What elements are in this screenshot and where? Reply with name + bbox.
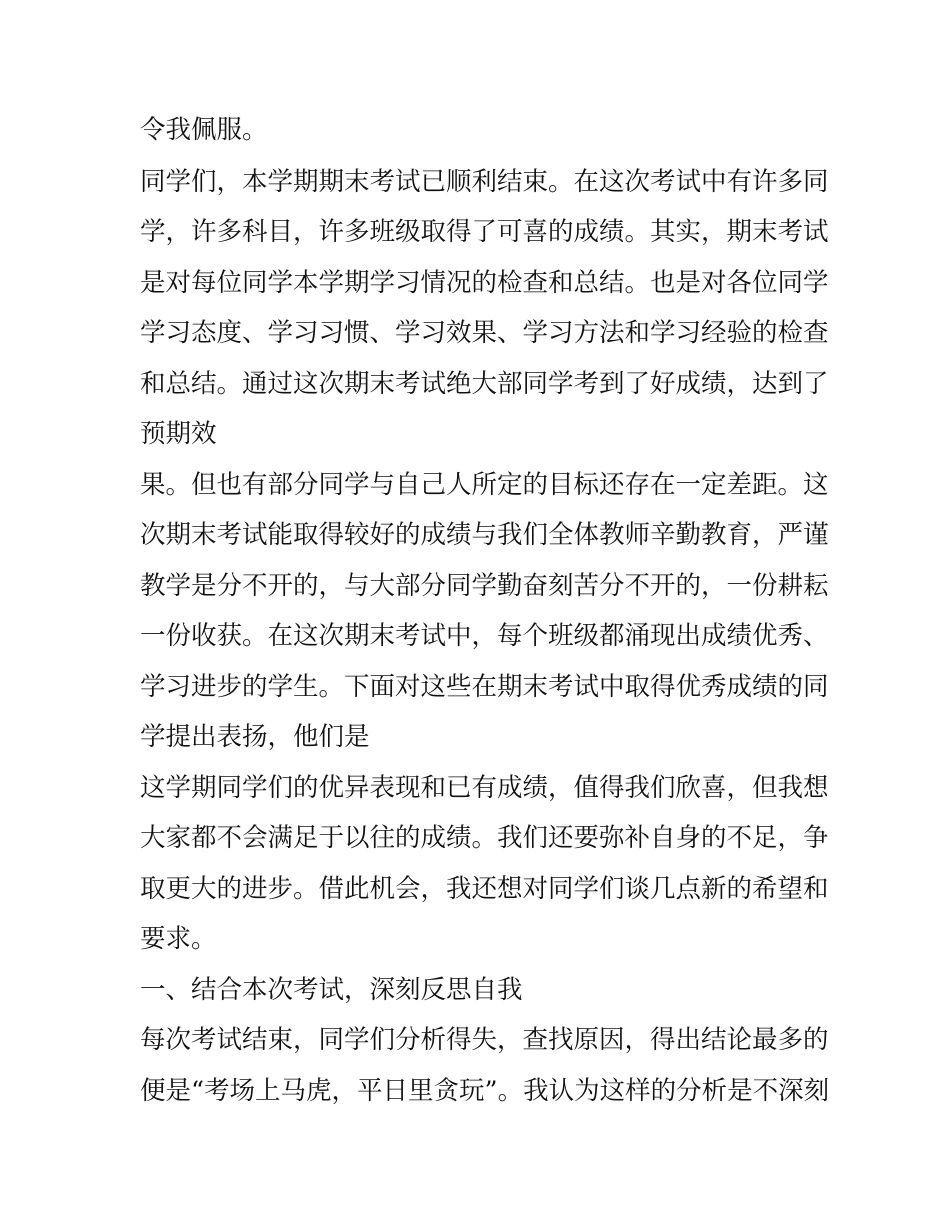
text-line: 预期效 <box>140 419 217 449</box>
text-line: 学，许多科目，许多班级取得了可喜的成绩。其实，期末考试 <box>140 217 829 247</box>
text-line: 大家都不会满足于以往的成绩。我们还要弥补自身的不足，争 <box>140 823 829 853</box>
text-line: 学习态度、学习习惯、学习效果、学习方法和学习经验的检查 <box>140 318 829 348</box>
text-line: 学提出表扬，他们是 <box>140 722 370 752</box>
text-line: 这学期同学们的优异表现和已有成绩，值得我们欣喜，但我想 <box>140 773 829 803</box>
text-line: 每次考试结束，同学们分析得失，查找原因，得出结论最多的 <box>140 1025 829 1055</box>
text-line: 便是“考场上马虎，平日里贪玩”。我认为这样的分析是不深刻 <box>140 1076 830 1106</box>
text-line: 同学们，本学期期末考试已顺利结束。在这次考试中有许多同 <box>140 167 829 197</box>
text-line: 要求。 <box>140 924 217 954</box>
text-line: 取更大的进步。借此机会，我还想对同学们谈几点新的希望和 <box>140 874 829 904</box>
text-line: 一份收获。在这次期末考试中，每个班级都涌现出成绩优秀、 <box>140 621 829 651</box>
text-line: 果。但也有部分同学与自己人所定的目标还存在一定差距。这 <box>140 470 829 500</box>
text-line: 是对每位同学本学期学习情况的检查和总结。也是对各位同学 <box>140 268 829 298</box>
text-line: 教学是分不开的，与大部分同学勤奋刻苦分不开的，一份耕耘 <box>140 571 829 601</box>
text-line: 学习进步的学生。下面对这些在期末考试中取得优秀成绩的同 <box>140 672 829 702</box>
text-line: 次期末考试能取得较好的成绩与我们全体教师辛勤教育，严谨 <box>140 520 829 550</box>
text-line: 令我佩服。 <box>140 115 268 145</box>
text-line: 和总结。通过这次期末考试绝大部同学考到了好成绩，达到了 <box>140 369 829 399</box>
section-heading: 一、结合本次考试，深刻反思自我 <box>140 975 523 1005</box>
